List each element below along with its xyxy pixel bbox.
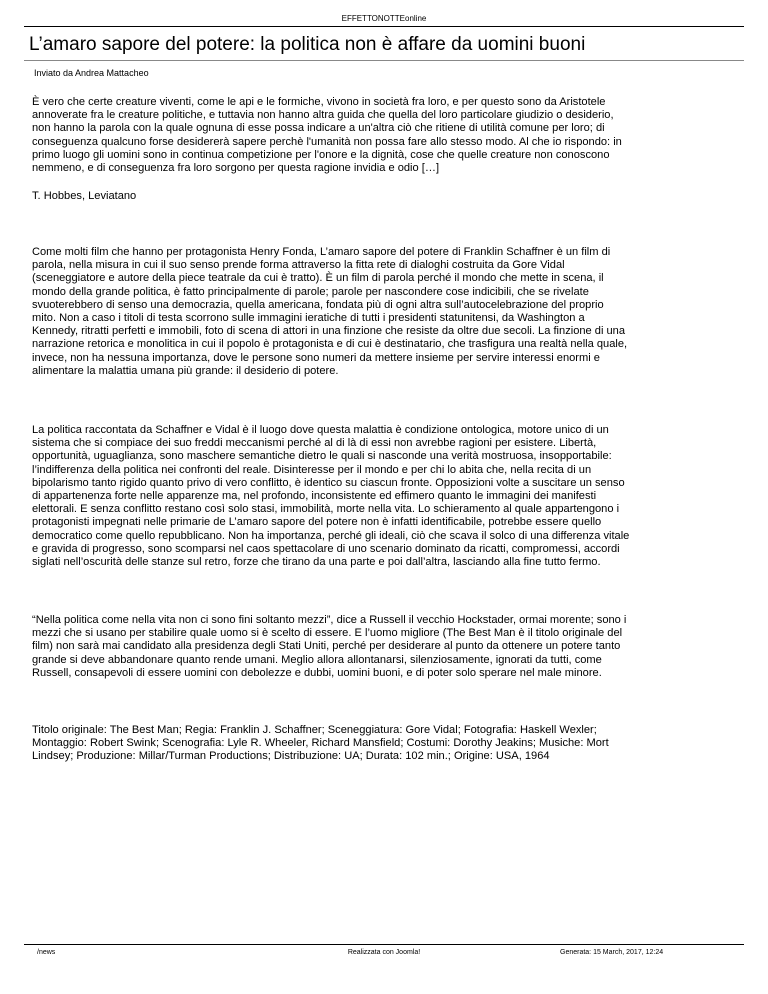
text-line: Kennedy, ritratti perfetti e immobili, foto di scena di attori in una finzione che resiste da oltre due secoli. La finzione di una: [32, 325, 626, 338]
text-line: l’indifferenza della politica nei confronti del reale. Disinteresse per il mondo e per chi lo abita che, nella recita di un: [32, 463, 592, 476]
text-line: annoverate fra le creature politiche, e tuttavia non hanno altra guida che quella del loro particolare giudizio o desiderio,: [32, 109, 614, 122]
text-line: svuoterebbero di senso una democrazia, quella americana, fondata più di ogni altra sull’autocelebrazione del proprio: [32, 298, 604, 311]
film-credits: [32, 724, 738, 764]
text-line: sistema che si compiace dei suo freddi meccanismi perché al di là di essi non avrebbe ragioni per esistere. Libertà,: [32, 437, 597, 450]
text-line: “Nella politica come nella vita non ci sono fini soltanto mezzi”, dice a Russell il vecchio Hockstader, ormai morente; sono i: [32, 614, 627, 626]
article-author: Inviato da Andrea Mattacheo: [34, 68, 149, 78]
text-line: Come molti film che hanno per protagonista Henry Fonda, L’amaro sapore del potere di Franklin Schaffner è un film di: [32, 246, 611, 258]
text-line: (sceneggiatore e autore della piece teatrale da cui è tratto). È un film di parola perché il mondo che mette in scena, il: [32, 272, 604, 285]
quote-source: [32, 190, 738, 203]
text-line: bipolarismo tanto rigido quanto privo di vero conflitto, è identico su ciascun fronte. Opposizioni volte a suscitare un senso: [32, 476, 625, 489]
text-line: non hanno la parola con la quale ognuna di esse possa indicare a un'altra ciò che ritiene di utilità comune per loro; di: [32, 122, 605, 135]
text-line: grande si deve abbandonare quanto rende umani. Meglio allora allontanarsi, silenziosamente, ignorati da tutti, come: [32, 653, 602, 666]
text-line: Montaggio: Robert Swink; Scenografia: Lyle R. Wheeler, Richard Mansfield; Costumi: Dorothy Jeakins; Musiche: Mort: [32, 737, 609, 750]
text-line: È vero che certe creature viventi, come le api e le formiche, vivono in società fra loro, e per questo sono da Aristotele: [32, 96, 606, 108]
text-line: protagonisti impegnati nelle primarie de L’amaro sapore del potere non è infatti identificabile, potrebbe essere quello: [32, 516, 602, 529]
text-line: La politica raccontata da Schaffner e Vidal è il luogo dove questa malattia è condizione ontologica, motore unico di un: [32, 424, 609, 436]
footer-path: /news: [37, 949, 56, 956]
paragraph-3: [32, 614, 738, 680]
title-divider: [24, 60, 744, 61]
footer-generated: Generata: 15 March, 2017, 12:24: [560, 949, 664, 956]
quote-attribution: T. Hobbes, Leviatano: [32, 190, 137, 202]
text-line: e gravida di progresso, sono scomparsi nel caos spettacolare di uno scenario dominato da ricatti, compromessi, accordi: [32, 542, 620, 555]
text-line: opportunità, uguaglianza, sono maschere semantiche dietro le quali si nasconde una verità mostruosa, insopportabile:: [32, 450, 612, 463]
text-line: elettorali. E senza conflitto restano così solo stasi, immobilità, morte nella vita. Lo schieramento al quale appartengono i: [32, 503, 620, 516]
text-line: film) non sarà mai candidato alla presidenza degli Stati Uniti, perché per desiderare al punto da ottenere un potere tanto: [32, 640, 621, 653]
article-title: L’amaro sapore del potere: la politica non è affare da uomini buoni: [29, 34, 586, 55]
footer-made-with: Realizzata con Joomla!: [347, 949, 421, 956]
header-divider: [24, 26, 744, 27]
text-line: parola, nella misura in cui il suo senso prende forma attraverso la fitta rete di dialoghi costruita da Gore Vidal: [32, 259, 565, 272]
text-line: narrazione retorica e monolitica in cui il popolo è protagonista e di cui è destinatario, che trasfigura una realtà nella quale,: [32, 338, 628, 351]
text-line: mezzi che si usano per stabilire quale uomo si è scelto di essere. E l’uomo migliore (The Best Man è il titolo originale del: [32, 627, 623, 640]
text-line: democratico come quello repubblicano. Non ha importanza, perché gli ideali, ciò che scava il solco di una differenza vitale: [32, 529, 630, 542]
text-line: invece, non ha nessuna importanza, dove le persone sono numeri da mettere insieme per servire interessi enormi e: [32, 351, 600, 364]
text-line: mondo della grande politica, è fatto principalmente di parole; parole per nascondere cose indicibili, che se rivelate: [32, 285, 589, 298]
text-line: di appartenenza forte nelle apparenze ma, nel profondo, inconsistente ed effimero quanto le immagini dei manifesti: [32, 490, 597, 503]
text-line: alimentare la malattia umana più grande: il desiderio di potere.: [32, 364, 339, 377]
paragraph-2: [32, 424, 738, 569]
text-line: Titolo originale: The Best Man; Regia: Franklin J. Schaffner; Sceneggiatura: Gore Vidal; Fotografia: Haskell Wexler;: [32, 724, 597, 736]
text-line: nemmeno, e di conseguenza fra loro sorgono per questa ragione invidia e odio […]: [32, 162, 440, 175]
paragraph-1: [32, 246, 738, 378]
text-line: conseguenza qualcuno forse desidererà sapere perchè l'umanità non possa fare allo stesso modo. Al che io rispondo: in: [32, 135, 622, 148]
text-line: mito. Non a caso i titoli di testa scorrono sulle immagini ieratiche di tutti i presidenti statunitensi, da Washington a: [32, 312, 585, 325]
epigraph-quote: [32, 96, 738, 175]
text-line: Russell, consapevoli di essere uomini con debolezze e dubbi, uomini buoni, e di poter solo sperare nel male minore.: [32, 666, 602, 679]
text-line: Lindsey; Produzione: Millar/Turman Productions; Distribuzione: UA; Durata: 102 min.; Origine: USA, 1964: [32, 750, 550, 763]
site-header: EFFETTONOTTEonline: [341, 14, 427, 23]
text-line: primo luogo gli uomini sono in continua competizione per l'onore e la dignità, cose che quelle creature non conoscono: [32, 148, 610, 161]
text-line: siglati nell’oscurità delle stanze sul retro, forze che tirano da una parte e poi dall’altra, lasciando alla fine tutto fermo.: [32, 556, 601, 569]
footer-divider: [24, 944, 744, 945]
